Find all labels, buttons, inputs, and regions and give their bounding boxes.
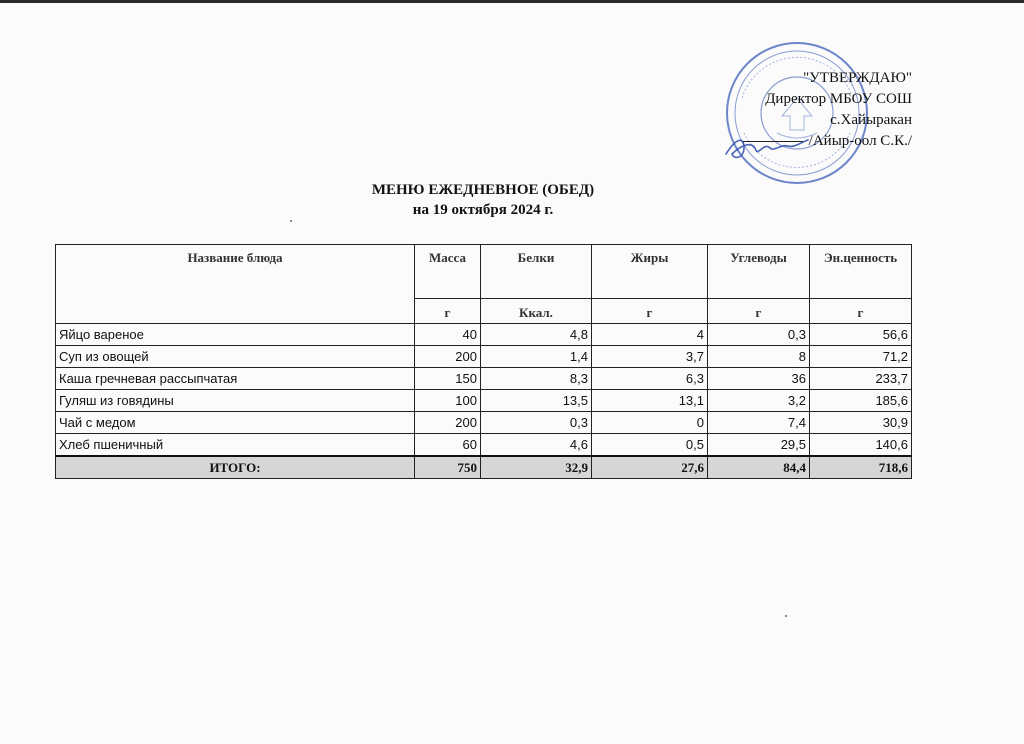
cell-fats: 6,3 — [592, 368, 708, 390]
title-date: на 19 октября 2024 г. — [412, 202, 554, 218]
cell-proteins: 4,8 — [481, 324, 592, 346]
unit-mass: г — [415, 299, 481, 324]
dish-name: Хлеб пшеничный — [56, 434, 415, 457]
cell-carbs: 36 — [708, 368, 810, 390]
total-energy: 718,6 — [810, 456, 912, 479]
table-row — [56, 324, 912, 346]
approval-name-line — [690, 131, 912, 152]
table-header-row — [56, 245, 912, 299]
cell-mass: 150 — [415, 368, 481, 390]
header-energy: Эн.ценность — [810, 245, 912, 299]
cell-energy: 56,6 — [810, 324, 912, 346]
cell-fats: 0 — [592, 412, 708, 434]
dish-name: Каша гречневая рассыпчатая — [56, 368, 415, 390]
dish-name: Чай с медом — [56, 412, 415, 434]
cell-mass: 100 — [415, 390, 481, 412]
scan-speck — [785, 615, 787, 617]
cell-proteins: 13,5 — [481, 390, 592, 412]
cell-carbs: 3,2 — [708, 390, 810, 412]
total-mass: 750 — [415, 456, 481, 479]
approval-heading: "УТВЕРЖДАЮ" — [803, 70, 912, 86]
table-row — [56, 346, 912, 368]
table-row — [56, 390, 912, 412]
unit-fats: г — [592, 299, 708, 324]
unit-proteins: Ккал. — [481, 299, 592, 324]
cell-fats: 4 — [592, 324, 708, 346]
cell-energy: 30,9 — [810, 412, 912, 434]
cell-mass: 200 — [415, 346, 481, 368]
cell-proteins: 1,4 — [481, 346, 592, 368]
approval-name: /Айыр-оол С.К./ — [808, 133, 912, 149]
menu-title — [0, 180, 966, 220]
cell-proteins: 8,3 — [481, 368, 592, 390]
approval-block — [690, 68, 912, 152]
cell-proteins: 0,3 — [481, 412, 592, 434]
cell-energy: 233,7 — [810, 368, 912, 390]
cell-carbs: 0,3 — [708, 324, 810, 346]
title-main: МЕНЮ ЕЖЕДНЕВНОЕ (ОБЕД) — [371, 182, 595, 198]
header-dish-name: Название блюда — [56, 245, 415, 324]
approval-location: с.Хайыракан — [830, 112, 912, 128]
total-proteins: 32,9 — [481, 456, 592, 479]
approval-position: Директор МБОУ СОШ — [765, 91, 912, 107]
table-row — [56, 434, 912, 457]
cell-mass: 60 — [415, 434, 481, 457]
cell-proteins: 4,6 — [481, 434, 592, 457]
cell-fats: 3,7 — [592, 346, 708, 368]
cell-mass: 40 — [415, 324, 481, 346]
header-carbs: Углеводы — [708, 245, 810, 299]
cell-carbs: 8 — [708, 346, 810, 368]
cell-carbs: 29,5 — [708, 434, 810, 457]
table-row — [56, 412, 912, 434]
cell-carbs: 7,4 — [708, 412, 810, 434]
cell-energy: 140,6 — [810, 434, 912, 457]
scan-speck — [290, 220, 292, 222]
dish-name: Яйцо вареное — [56, 324, 415, 346]
unit-energy: г — [810, 299, 912, 324]
total-label: ИТОГО: — [56, 456, 415, 479]
total-row — [56, 456, 912, 479]
unit-carbs: г — [708, 299, 810, 324]
cell-fats: 13,1 — [592, 390, 708, 412]
header-proteins: Белки — [481, 245, 592, 299]
header-mass: Масса — [415, 245, 481, 299]
cell-energy: 185,6 — [810, 390, 912, 412]
cell-fats: 0,5 — [592, 434, 708, 457]
scan-edge — [0, 0, 1024, 3]
cell-energy: 71,2 — [810, 346, 912, 368]
table-row — [56, 368, 912, 390]
menu-table — [55, 244, 912, 479]
header-fats: Жиры — [592, 245, 708, 299]
total-fats: 27,6 — [592, 456, 708, 479]
total-carbs: 84,4 — [708, 456, 810, 479]
dish-name: Гуляш из говядины — [56, 390, 415, 412]
cell-mass: 200 — [415, 412, 481, 434]
dish-name: Суп из овощей — [56, 346, 415, 368]
signature-line — [743, 141, 803, 142]
